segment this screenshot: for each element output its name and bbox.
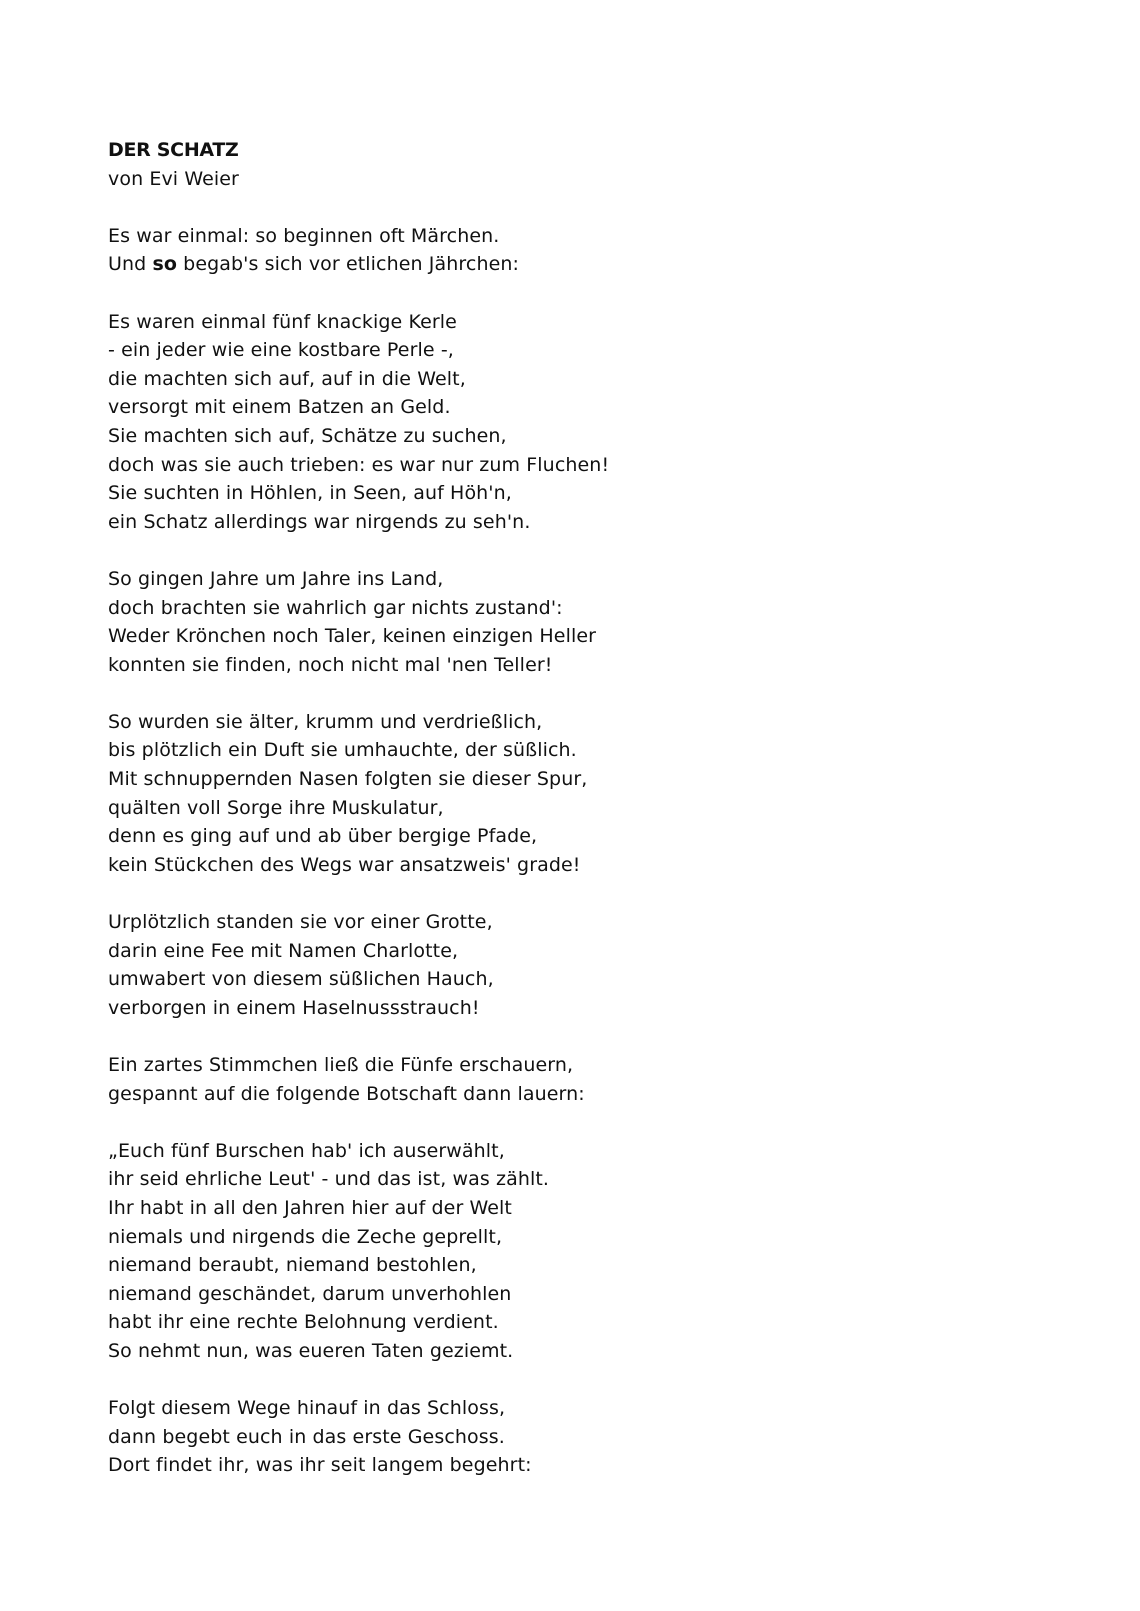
poem-line: Sie machten sich auf, Schätze zu suchen,: [108, 424, 507, 447]
stanza-gap: [108, 679, 1068, 708]
stanza-6: [108, 1137, 1068, 1366]
poem-line: Ein zartes Stimmchen ließ die Fünfe erschauern,: [108, 1054, 574, 1076]
stanza-gap: [108, 536, 1068, 565]
poem-line: gespannt auf die folgende Botschaft dann lauern:: [108, 1082, 585, 1105]
stanza-gap: [108, 1108, 1068, 1137]
poem-line: Ihr habt in all den Jahren hier auf der Welt: [108, 1196, 512, 1219]
stanza-gap: [108, 1022, 1068, 1051]
stanzas-container: [108, 279, 1068, 1480]
poem-line: verborgen in einem Haselnussstrauch!: [108, 996, 480, 1019]
poem-line: ein Schatz allerdings war nirgends zu seh'n.: [108, 510, 531, 533]
poem-page: [108, 136, 1068, 1480]
poem-line: Weder Krönchen noch Taler, keinen einzigen Heller: [108, 625, 597, 648]
emphasized-word: so: [152, 253, 178, 276]
poem-author: von Evi Weier: [108, 167, 239, 190]
poem-line: umwabert von diesem süßlichen Hauch,: [108, 968, 494, 991]
poem-line: So wurden sie älter, krumm und verdrießlich,: [108, 710, 543, 733]
poem-line: - ein jeder wie eine kostbare Perle -,: [108, 339, 454, 362]
poem-line: Dort findet ihr, was ihr seit langem begehrt:: [108, 1454, 532, 1477]
stanza-gap: [108, 279, 1068, 308]
poem-line: niemals und nirgends die Zeche geprellt,: [108, 1225, 503, 1248]
poem-line: Urplötzlich standen sie vor einer Grotte,: [108, 911, 493, 934]
poem-line: bis plötzlich ein Duft sie umhauchte, der süßlich.: [108, 739, 577, 762]
stanza-2: [108, 565, 1068, 679]
poem-line: versorgt mit einem Batzen an Geld.: [108, 396, 451, 419]
poem-line: Es war einmal: so beginnen oft Märchen.: [108, 224, 500, 247]
poem-line: [108, 250, 1068, 279]
poem-line: kein Stückchen des Wegs war ansatzweis' grade!: [108, 853, 581, 876]
poem-line: So nehmt nun, was eueren Taten geziemt.: [108, 1339, 514, 1362]
poem-line: „Euch fünf Burschen hab' ich auserwählt,: [108, 1139, 505, 1162]
line-text: begab's sich vor etlichen Jährchen:: [177, 253, 520, 276]
poem-line: konnten sie finden, noch nicht mal 'nen Teller!: [108, 653, 553, 676]
stanza-3: [108, 708, 1068, 880]
poem-line: darin eine Fee mit Namen Charlotte,: [108, 939, 459, 962]
poem-line: habt ihr eine rechte Belohnung verdient.: [108, 1311, 499, 1334]
poem-line: die machten sich auf, auf in die Welt,: [108, 367, 466, 390]
poem-line: ihr seid ehrliche Leut' - und das ist, was zählt.: [108, 1168, 550, 1191]
poem-line: quälten voll Sorge ihre Muskulatur,: [108, 796, 444, 819]
poem-line: Sie suchten in Höhlen, in Seen, auf Höh'n,: [108, 482, 512, 505]
poem-line: Es waren einmal fünf knackige Kerle: [108, 310, 457, 333]
stanza-intro: [108, 222, 1068, 279]
poem-line: niemand geschändet, darum unverhohlen: [108, 1282, 512, 1305]
stanza-7: [108, 1394, 1068, 1480]
stanza-1: [108, 308, 1068, 537]
poem-line: Folgt diesem Wege hinauf in das Schloss,: [108, 1397, 506, 1420]
stanza-4: [108, 908, 1068, 1022]
poem-line: denn es ging auf und ab über bergige Pfade,: [108, 825, 538, 848]
stanza-5: [108, 1051, 1068, 1108]
poem-line: doch brachten sie wahrlich gar nichts zustand':: [108, 596, 563, 619]
poem-line: niemand beraubt, niemand bestohlen,: [108, 1254, 477, 1277]
poem-line: dann begebt euch in das erste Geschoss.: [108, 1425, 505, 1448]
poem-line: Mit schnuppernden Nasen folgten sie dieser Spur,: [108, 768, 588, 791]
poem-line: So gingen Jahre um Jahre ins Land,: [108, 567, 444, 590]
line-text: Und: [108, 253, 153, 276]
poem-title: DER SCHATZ: [108, 139, 239, 161]
stanza-gap: [108, 193, 1068, 222]
stanza-gap: [108, 1366, 1068, 1395]
poem-line: doch was sie auch trieben: es war nur zum Fluchen!: [108, 453, 610, 476]
stanza-gap: [108, 879, 1068, 908]
